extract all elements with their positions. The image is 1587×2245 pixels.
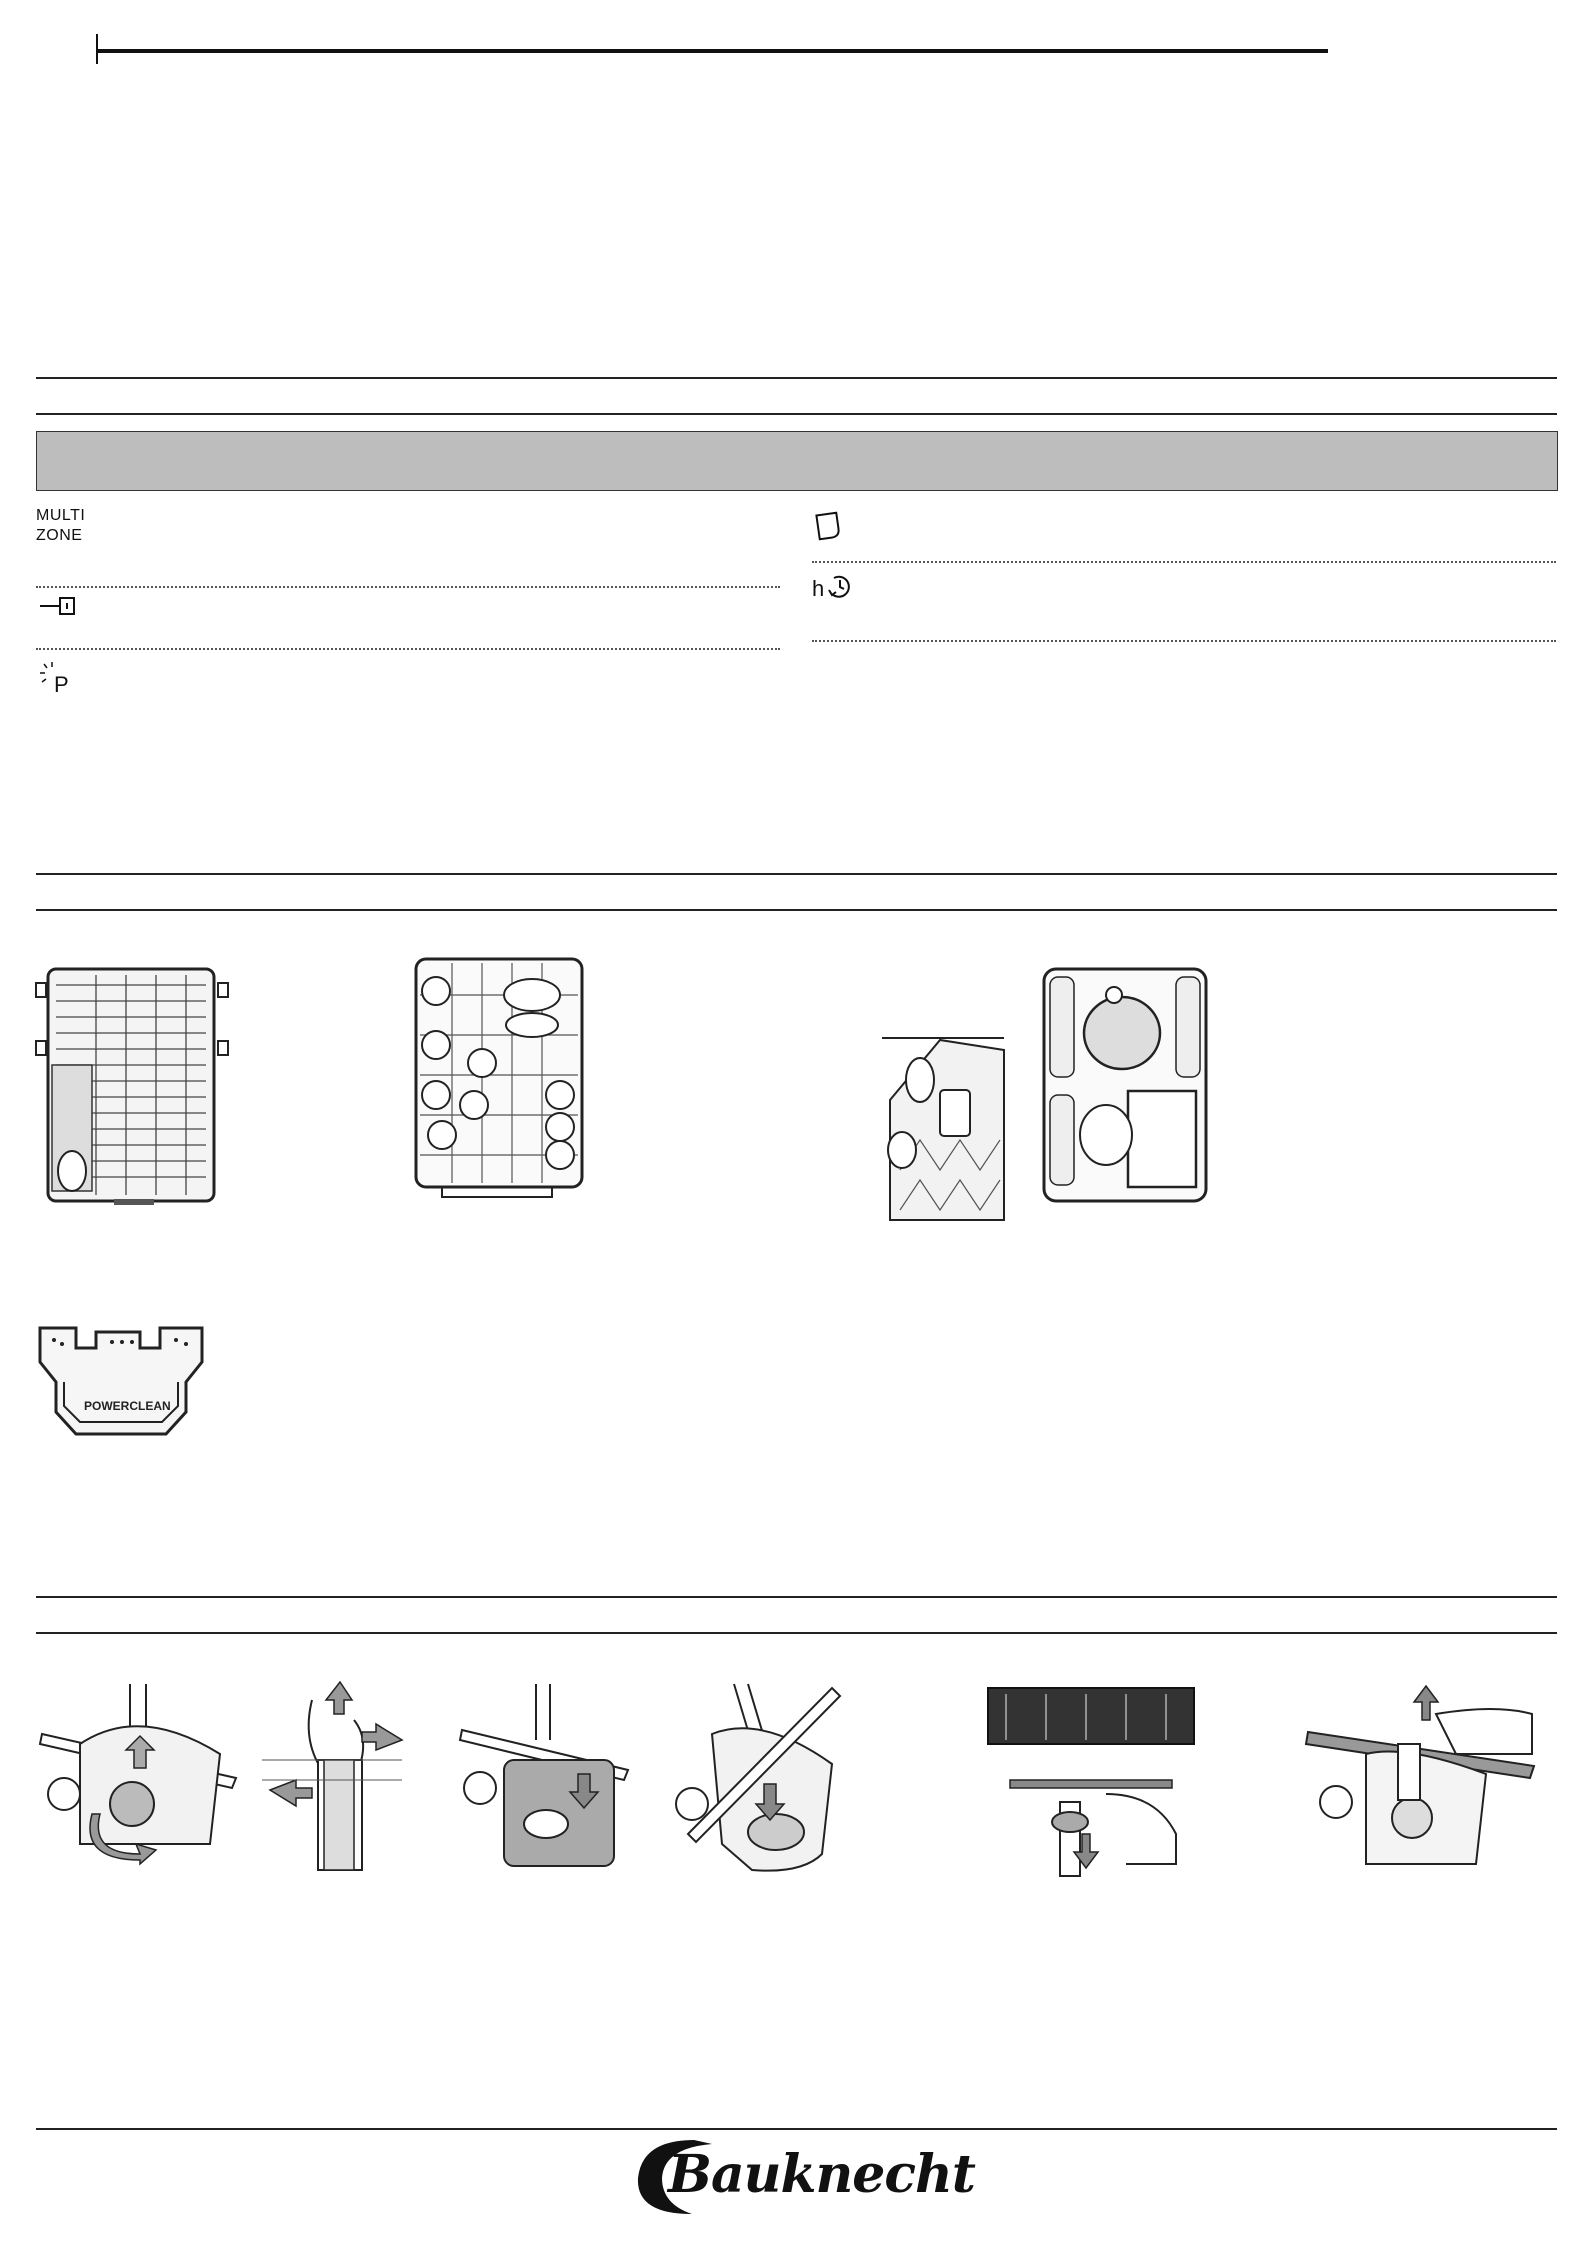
filter-removal-figure-1 — [40, 1684, 240, 1868]
section-rule — [36, 873, 1557, 875]
option-divider — [36, 648, 780, 650]
brand-logo-text: Bauknecht — [668, 2144, 975, 2205]
filter-removal-figure-3 — [460, 1684, 630, 1870]
cutlery-tray-figure — [36, 965, 228, 1207]
delay-start-icon — [812, 570, 852, 604]
filter-removal-figure-2 — [262, 1680, 402, 1876]
section-rule — [36, 1632, 1557, 1634]
section-rule — [36, 1596, 1557, 1598]
upper-spray-arm-figure — [986, 1684, 1196, 1876]
options-header-band — [36, 431, 1558, 491]
option-divider — [36, 586, 780, 588]
powerclean-label: POWERCLEAN — [84, 1399, 171, 1413]
multizone-label-line2: ZONE — [36, 527, 83, 544]
svg-text:h: h — [812, 576, 825, 601]
section-rule — [36, 377, 1557, 379]
upper-basket-figure — [412, 955, 586, 1203]
lower-basket-top-figure — [1040, 965, 1210, 1205]
lower-basket-side-figure — [880, 1030, 1010, 1230]
option-divider — [812, 561, 1556, 563]
footer-rule — [36, 2128, 1557, 2130]
option-divider — [812, 640, 1556, 642]
lower-spray-arm-figure — [1306, 1684, 1536, 1870]
brand-logo — [632, 2134, 975, 2220]
multizone-label-line1: MULTI — [36, 507, 86, 524]
section-rule — [36, 413, 1557, 415]
header-rule — [96, 49, 1328, 53]
power-clean-icon — [38, 660, 74, 696]
section-rule — [36, 909, 1557, 911]
powerclean-figure — [36, 1322, 206, 1442]
half-load-icon — [812, 510, 844, 542]
filter-removal-figure-4 — [672, 1684, 842, 1876]
tablet-icon — [38, 594, 78, 618]
svg-text:P: P — [54, 672, 69, 697]
